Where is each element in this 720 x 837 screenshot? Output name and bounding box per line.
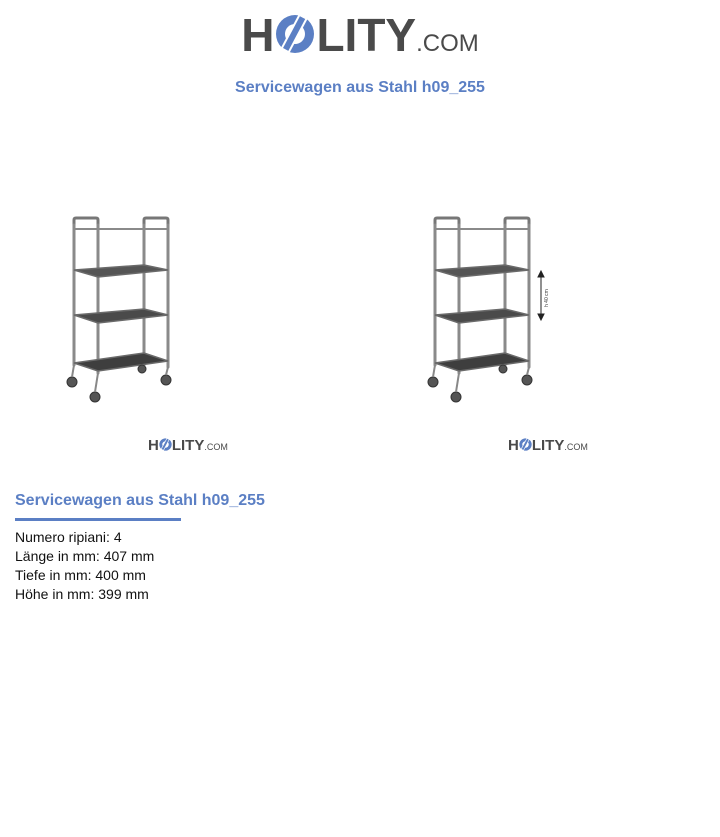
logo-text-lity: LITY	[316, 9, 417, 61]
watermark-logo-2: H LITY.COM	[508, 437, 588, 454]
watermark-logo-1: H LITY.COM	[148, 437, 228, 454]
spec-item: Numero ripiani: 4	[15, 529, 122, 545]
watermark-o-icon	[519, 438, 532, 451]
product-image-1	[62, 215, 182, 407]
watermark-o-icon	[159, 438, 172, 451]
specs-list	[15, 528, 154, 604]
holity-logo	[0, 9, 720, 61]
logo-text-com: .COM	[416, 30, 479, 57]
dimension-label: h 40 cm	[544, 289, 550, 307]
logo-text-h: H	[241, 9, 275, 61]
spec-item: Tiefe in mm: 400 mm	[15, 567, 146, 583]
spec-item: Höhe in mm: 399 mm	[15, 586, 149, 602]
logo-o-icon	[275, 14, 315, 54]
product-image-2	[423, 215, 553, 407]
details-title: Servicewagen aus Stahl h09_255	[15, 492, 265, 509]
spec-item: Länge in mm: 407 mm	[15, 548, 155, 564]
page-title: Servicewagen aus Stahl h09_255	[235, 79, 485, 96]
title-underline	[15, 518, 181, 521]
